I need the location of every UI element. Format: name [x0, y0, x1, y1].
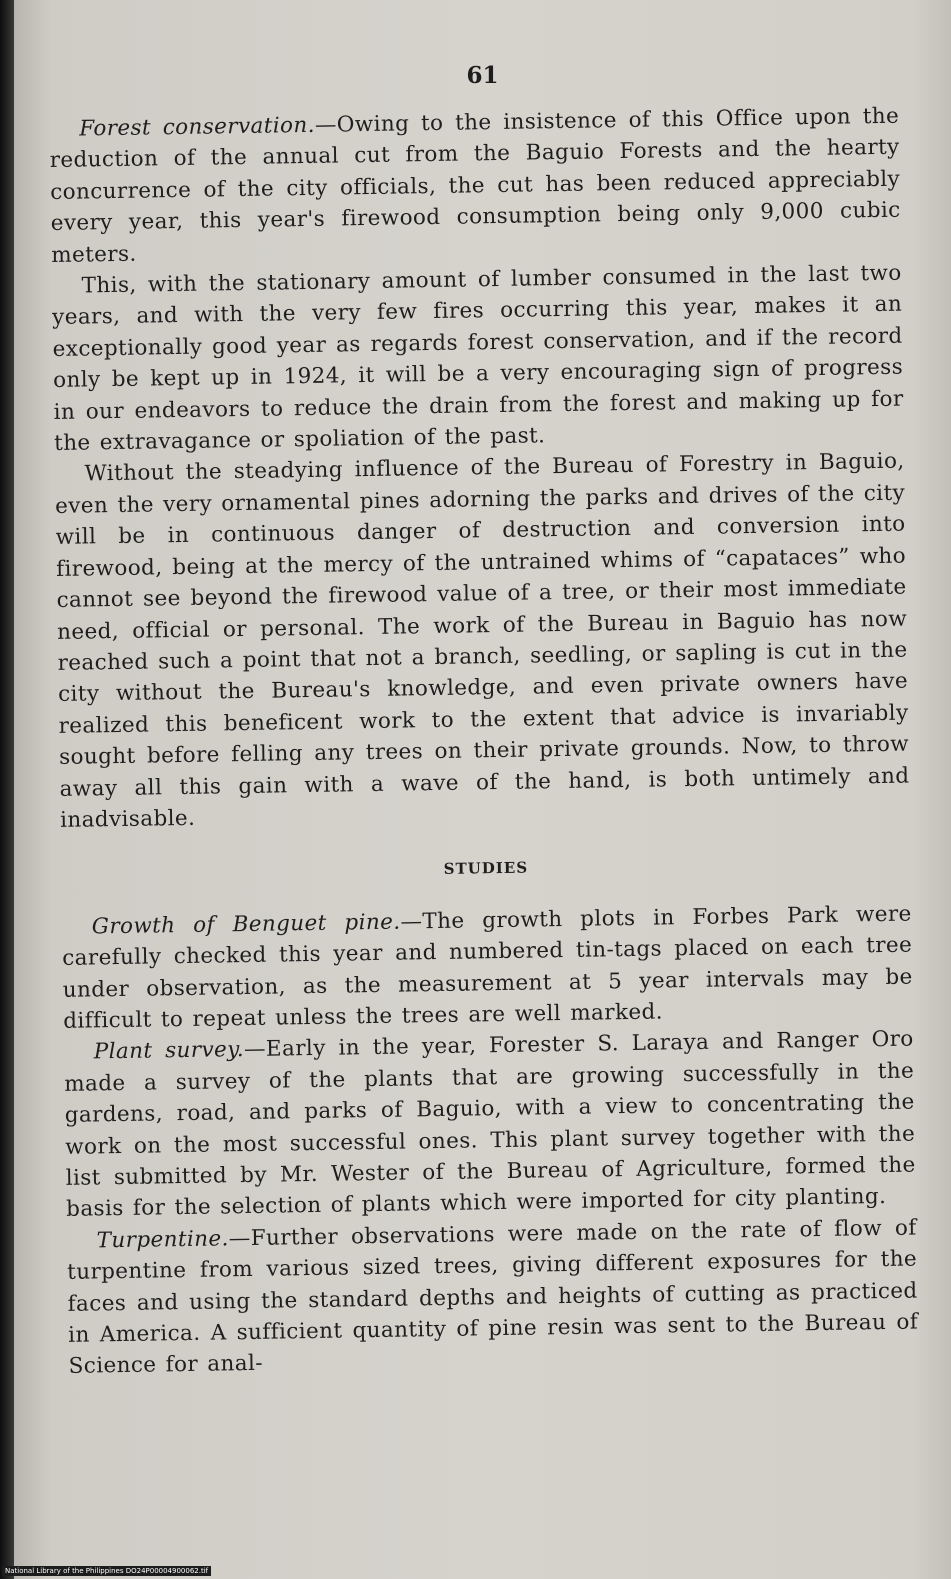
- paragraph-text: —Further observations were made on the rate of flow of turpentine from various sized trees, giving different exposures for the faces and using the standard depths and heights of cutting as practiced in America. A sufficient quantity of pine resin was sent to the Bureau of Science for anal-: [67, 1215, 919, 1380]
- paragraph-text: —The growth plots in Forbes Park were carefully checked this year and numbered tin-tags placed on each tree under observation, as the measurement at 5 year intervals may be difficult to repeat unless the trees are well marked.: [62, 901, 913, 1034]
- paragraph-lumber-fires: This, with the stationary amount of lumber consumed in the last two years, and with the very few fires occurring this year, makes it an exceptionally good year as regards forest conservation, and if the record only be kept up in 1924, it will be a very encouraging sign of progress in our endeavors to reduce the drain from the forest and making up for the extravagance or spoliation of the past.: [52, 260, 904, 457]
- document-page: [14, 0, 951, 1579]
- run-in-heading-growth: Growth of Benguet pine.: [91, 909, 401, 940]
- paragraph-plant-survey: [64, 1024, 917, 1226]
- paragraph-text: —Owing to the insistence of this Office upon the reduction of the annual cut from the Baguio Forests and the hearty concurrence of the city officials, the cut has been reduced appreciably every year, this year's firewood consumption being only 9,000 cubic meters.: [49, 103, 901, 268]
- body-text: [49, 101, 919, 1383]
- paragraph-text: —Early in the year, Forester S. Laraya and Ranger Oro made a survey of the plants that are growing successfully in the gardens, road, and parks of Baguio, with a view to concentrating the work on the most successful ones. This plant survey together with the list submitted by Mr. Wester of the Bureau of Agriculture, formed the basis for the selection of plants which were imported for city planting.: [64, 1026, 916, 1223]
- run-in-heading-plant-survey: Plant survey.: [93, 1037, 245, 1065]
- paragraph-growth-benguet-pine: [62, 898, 914, 1037]
- paragraph-bureau-influence: Without the steadying influence of the Bureau of Forestry in Baguio, even the very ornamental pines adorning the parks and drives of the city will be in continuous danger of destruction and conversion into firewood, being at the mercy of the untrained whims of “capataces” who cannot see beyond the firewood value of a tree, or their most immediate need, official or personal. The work of the Bureau in Baguio has now reached such a point that not a branch, seedling, or sapling is cut in the city without the Bureau's knowledge, and even private owners have realized this beneficent work to the extent that advice is invariably sought before felling any trees on their private grounds. Now, to throw away all this gain with a wave of the hand, is both untimely and inadvisable.: [54, 449, 910, 833]
- run-in-heading-turpentine: Turpentine.: [96, 1226, 230, 1254]
- scan-footer-label: National Library of the Philippines DO24P00004900062.tif: [2, 1566, 211, 1576]
- page-number: 61: [466, 62, 499, 89]
- run-in-heading-forest-conservation: Forest conservation.: [79, 112, 316, 142]
- paragraph-turpentine: [66, 1212, 918, 1382]
- paragraph-forest-conservation: [49, 101, 901, 271]
- book-spine-shadow: [0, 0, 14, 1579]
- section-heading-studies: STUDIES: [443, 858, 529, 879]
